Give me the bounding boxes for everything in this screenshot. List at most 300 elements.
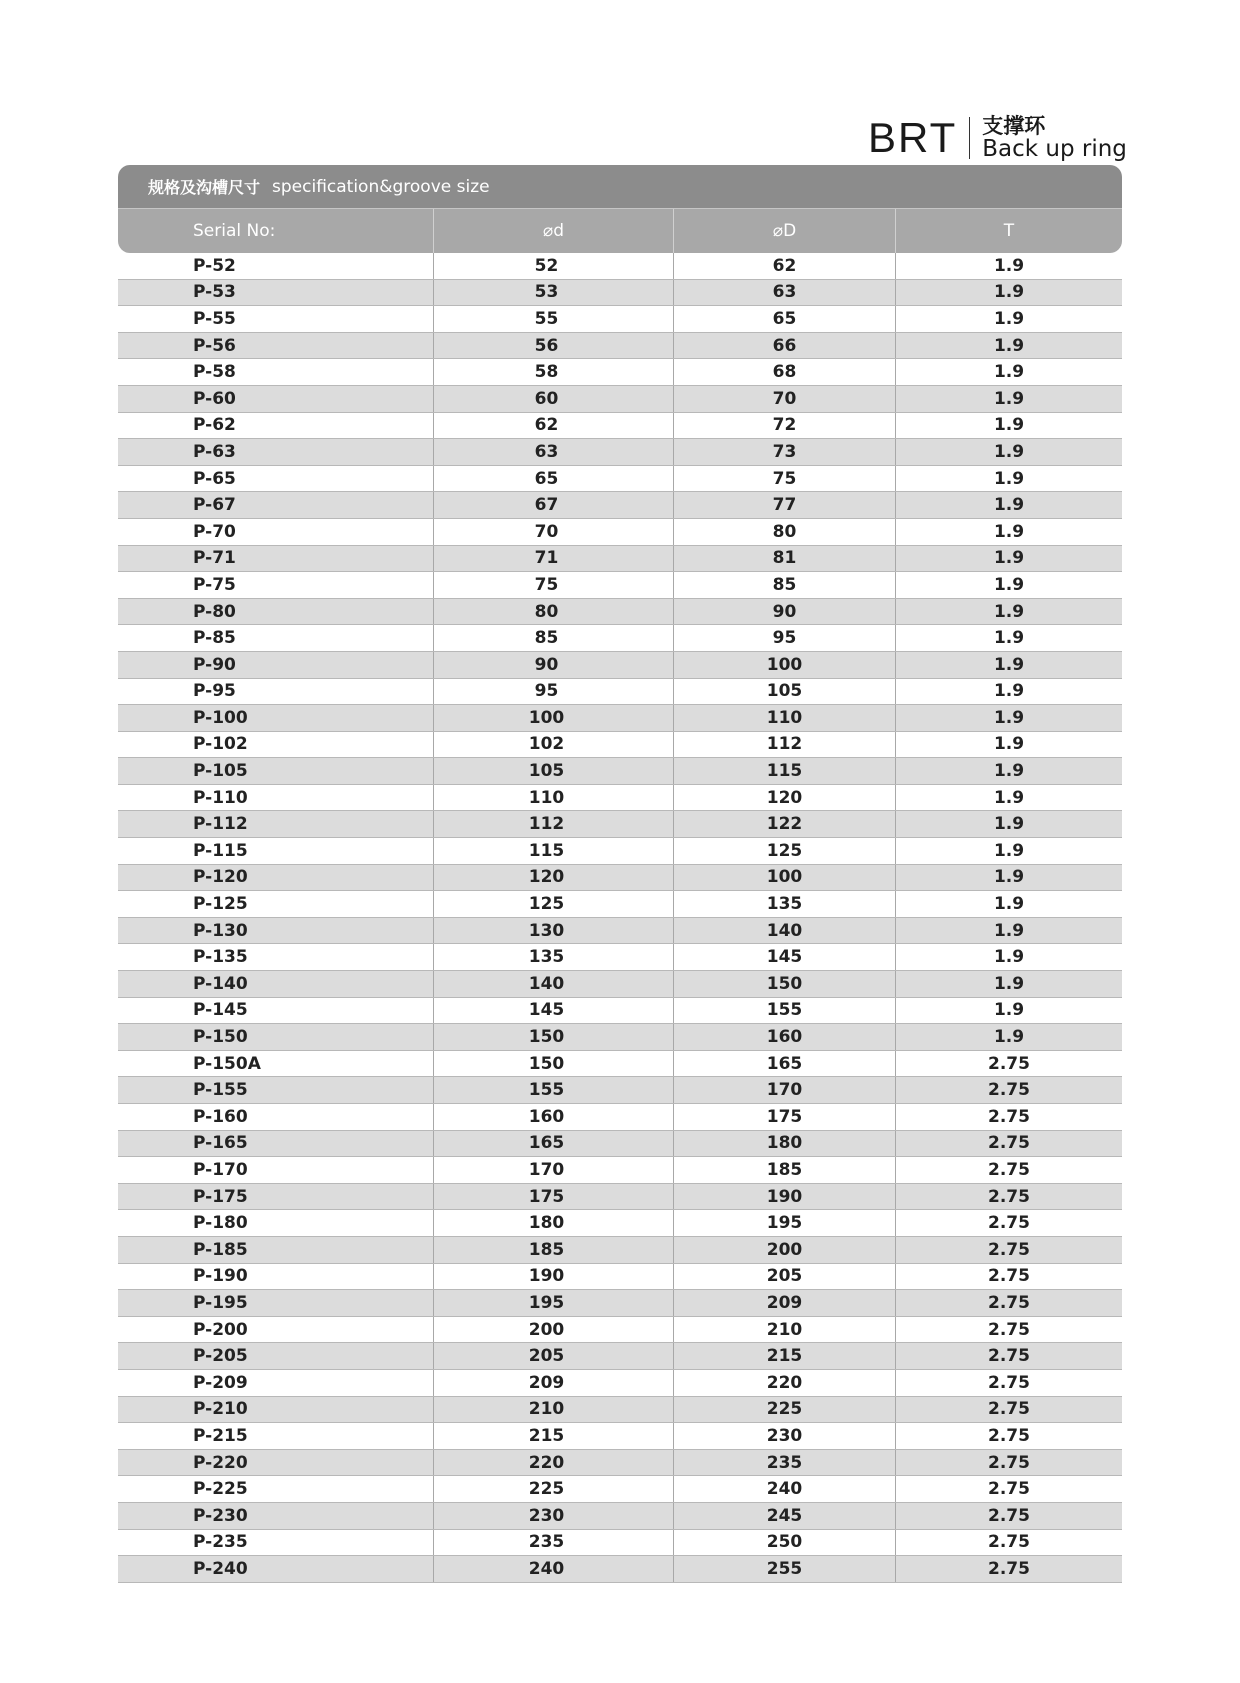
cell-thickness — [895, 359, 1122, 385]
cell-inner-diameter — [433, 1264, 673, 1290]
cell-inner-diameter-value: 67 — [534, 495, 559, 516]
cell-outer-diameter — [673, 280, 895, 306]
cell-inner-diameter — [433, 1343, 673, 1369]
cell-thickness-value: 1.9 — [993, 441, 1025, 462]
cell-inner-diameter-value: 160 — [528, 1106, 565, 1127]
cell-serial — [118, 838, 433, 864]
cell-thickness — [895, 1476, 1122, 1502]
cell-serial-value: P-115 — [193, 840, 248, 861]
cell-outer-diameter-value: 77 — [772, 495, 797, 516]
table-row — [118, 918, 1122, 945]
cell-thickness — [895, 599, 1122, 625]
cell-inner-diameter-value: 75 — [534, 574, 559, 595]
cell-inner-diameter — [433, 625, 673, 651]
cell-serial — [118, 1290, 433, 1316]
brand-name-en: Back up ring — [982, 135, 1127, 162]
cell-serial-value: P-190 — [193, 1266, 248, 1287]
cell-outer-diameter — [673, 758, 895, 784]
cell-serial-value: P-210 — [193, 1399, 248, 1420]
cell-outer-diameter — [673, 1237, 895, 1263]
cell-thickness-value: 2.75 — [988, 1133, 1030, 1154]
cell-thickness — [895, 1556, 1122, 1582]
cell-inner-diameter-value: 52 — [534, 255, 559, 276]
cell-serial-value: P-155 — [193, 1080, 248, 1101]
cell-serial-value: P-195 — [193, 1292, 248, 1313]
cell-outer-diameter — [673, 1503, 895, 1529]
cell-thickness-value: 1.9 — [993, 840, 1025, 861]
cell-thickness-value: 1.9 — [993, 1027, 1025, 1048]
cell-outer-diameter — [673, 1264, 895, 1290]
cell-thickness — [895, 492, 1122, 518]
cell-serial-value: P-230 — [193, 1505, 248, 1526]
brand-header — [868, 112, 1127, 164]
cell-thickness — [895, 865, 1122, 891]
cell-inner-diameter-value: 140 — [528, 973, 565, 994]
cell-serial — [118, 1530, 433, 1556]
cell-inner-diameter-value: 165 — [528, 1133, 565, 1154]
cell-serial-value: P-120 — [193, 867, 248, 888]
cell-thickness-value: 1.9 — [993, 947, 1025, 968]
cell-thickness — [895, 1290, 1122, 1316]
cell-serial-value: P-175 — [193, 1186, 248, 1207]
cell-outer-diameter — [673, 492, 895, 518]
cell-inner-diameter — [433, 1184, 673, 1210]
cell-outer-diameter — [673, 811, 895, 837]
cell-outer-diameter-value: 73 — [772, 441, 797, 462]
table-row — [118, 998, 1122, 1025]
cell-serial — [118, 386, 433, 412]
table-row — [118, 1503, 1122, 1530]
cell-outer-diameter-value: 70 — [772, 388, 797, 409]
cell-inner-diameter — [433, 1530, 673, 1556]
cell-outer-diameter — [673, 998, 895, 1024]
table-row — [118, 865, 1122, 892]
cell-serial — [118, 1423, 433, 1449]
cell-inner-diameter — [433, 492, 673, 518]
cell-serial — [118, 519, 433, 545]
cell-serial — [118, 253, 433, 279]
table-row — [118, 599, 1122, 626]
cell-inner-diameter — [433, 838, 673, 864]
cell-serial — [118, 466, 433, 492]
cell-thickness — [895, 519, 1122, 545]
cell-serial — [118, 865, 433, 891]
cell-outer-diameter-value: 245 — [766, 1505, 803, 1526]
cell-outer-diameter-value: 75 — [772, 468, 797, 489]
cell-thickness — [895, 1450, 1122, 1476]
cell-inner-diameter-value: 115 — [528, 840, 565, 861]
table-row — [118, 1051, 1122, 1078]
cell-serial-value: P-140 — [193, 973, 248, 994]
cell-inner-diameter-value: 55 — [534, 308, 559, 329]
table-row — [118, 1397, 1122, 1424]
cell-inner-diameter — [433, 1317, 673, 1343]
cell-serial-value: P-160 — [193, 1106, 248, 1127]
cell-outer-diameter — [673, 1077, 895, 1103]
cell-serial — [118, 1503, 433, 1529]
cell-thickness — [895, 1397, 1122, 1423]
table-row — [118, 1024, 1122, 1051]
cell-inner-diameter-value: 62 — [534, 415, 559, 436]
cell-thickness — [895, 439, 1122, 465]
table-row — [118, 1104, 1122, 1131]
cell-outer-diameter-value: 200 — [766, 1239, 803, 1260]
cell-outer-diameter-value: 112 — [766, 734, 803, 755]
cell-outer-diameter — [673, 1317, 895, 1343]
cell-thickness-value: 1.9 — [993, 681, 1025, 702]
cell-outer-diameter-value: 155 — [766, 1000, 803, 1021]
cell-inner-diameter — [433, 865, 673, 891]
cell-inner-diameter — [433, 572, 673, 598]
cell-outer-diameter — [673, 519, 895, 545]
cell-serial-value: P-220 — [193, 1452, 248, 1473]
table-row — [118, 891, 1122, 918]
cell-serial — [118, 811, 433, 837]
cell-inner-diameter-value: 190 — [528, 1266, 565, 1287]
cell-thickness-value: 2.75 — [988, 1532, 1030, 1553]
cell-inner-diameter-value: 58 — [534, 362, 559, 383]
cell-serial — [118, 679, 433, 705]
table-header — [118, 208, 1122, 253]
cell-serial — [118, 1077, 433, 1103]
cell-serial — [118, 652, 433, 678]
cell-inner-diameter-value: 105 — [528, 761, 565, 782]
cell-inner-diameter-value: 155 — [528, 1080, 565, 1101]
cell-inner-diameter — [433, 785, 673, 811]
cell-thickness-value: 1.9 — [993, 255, 1025, 276]
cell-inner-diameter — [433, 1450, 673, 1476]
cell-outer-diameter-value: 205 — [766, 1266, 803, 1287]
cell-thickness-value: 1.9 — [993, 761, 1025, 782]
table-row — [118, 1157, 1122, 1184]
cell-outer-diameter-value: 145 — [766, 947, 803, 968]
cell-serial-value: P-170 — [193, 1159, 248, 1180]
cell-serial-value: P-150 — [193, 1027, 248, 1048]
cell-thickness-value: 1.9 — [993, 415, 1025, 436]
cell-outer-diameter-value: 122 — [766, 814, 803, 835]
cell-inner-diameter — [433, 1104, 673, 1130]
table-row — [118, 386, 1122, 413]
cell-thickness — [895, 253, 1122, 279]
cell-outer-diameter-value: 215 — [766, 1346, 803, 1367]
cell-serial-value: P-135 — [193, 947, 248, 968]
cell-outer-diameter — [673, 971, 895, 997]
cell-inner-diameter — [433, 1210, 673, 1236]
cell-inner-diameter-value: 240 — [528, 1558, 565, 1579]
cell-inner-diameter-value: 110 — [528, 787, 565, 808]
cell-outer-diameter — [673, 466, 895, 492]
cell-thickness-value: 1.9 — [993, 574, 1025, 595]
cell-serial-value: P-112 — [193, 814, 248, 835]
table-row — [118, 1530, 1122, 1557]
cell-inner-diameter — [433, 679, 673, 705]
brand-code: BRT — [868, 114, 958, 161]
cell-thickness — [895, 1503, 1122, 1529]
cell-outer-diameter — [673, 1450, 895, 1476]
cell-thickness-value: 1.9 — [993, 1000, 1025, 1021]
table-row — [118, 359, 1122, 386]
cell-thickness — [895, 679, 1122, 705]
cell-outer-diameter — [673, 439, 895, 465]
cell-outer-diameter-value: 100 — [766, 867, 803, 888]
cell-serial-value: P-55 — [193, 308, 236, 329]
table-row — [118, 679, 1122, 706]
cell-inner-diameter-value: 135 — [528, 947, 565, 968]
cell-thickness — [895, 758, 1122, 784]
cell-serial-value: P-52 — [193, 255, 236, 276]
cell-outer-diameter — [673, 652, 895, 678]
cell-inner-diameter-value: 175 — [528, 1186, 565, 1207]
cell-serial — [118, 1104, 433, 1130]
cell-inner-diameter — [433, 386, 673, 412]
cell-inner-diameter — [433, 732, 673, 758]
cell-outer-diameter-value: 180 — [766, 1133, 803, 1154]
cell-serial — [118, 944, 433, 970]
cell-outer-diameter-value: 175 — [766, 1106, 803, 1127]
cell-serial-value: P-185 — [193, 1239, 248, 1260]
table-row — [118, 413, 1122, 440]
cell-outer-diameter-value: 235 — [766, 1452, 803, 1473]
cell-thickness-value: 2.75 — [988, 1159, 1030, 1180]
cell-serial — [118, 1343, 433, 1369]
cell-outer-diameter-value: 185 — [766, 1159, 803, 1180]
cell-outer-diameter-value: 65 — [772, 308, 797, 329]
cell-outer-diameter — [673, 1423, 895, 1449]
cell-serial — [118, 732, 433, 758]
table-body — [118, 253, 1122, 1583]
cell-thickness — [895, 1237, 1122, 1263]
cell-serial-value: P-58 — [193, 362, 236, 383]
cell-thickness-value: 1.9 — [993, 628, 1025, 649]
cell-thickness-value: 2.75 — [988, 1452, 1030, 1473]
table-row — [118, 333, 1122, 360]
cell-serial-value: P-105 — [193, 761, 248, 782]
cell-outer-diameter — [673, 599, 895, 625]
table-row — [118, 1343, 1122, 1370]
cell-inner-diameter-value: 112 — [528, 814, 565, 835]
cell-thickness — [895, 918, 1122, 944]
cell-outer-diameter — [673, 1024, 895, 1050]
cell-serial-value: P-180 — [193, 1213, 248, 1234]
cell-outer-diameter-value: 95 — [772, 628, 797, 649]
cell-outer-diameter-value: 100 — [766, 654, 803, 675]
cell-inner-diameter-value: 95 — [534, 681, 559, 702]
cell-outer-diameter — [673, 253, 895, 279]
cell-thickness — [895, 1317, 1122, 1343]
cell-inner-diameter — [433, 359, 673, 385]
cell-serial — [118, 333, 433, 359]
cell-outer-diameter-value: 240 — [766, 1479, 803, 1500]
cell-inner-diameter-value: 130 — [528, 920, 565, 941]
cell-outer-diameter — [673, 944, 895, 970]
cell-serial — [118, 492, 433, 518]
cell-inner-diameter-value: 102 — [528, 734, 565, 755]
cell-serial — [118, 1397, 433, 1423]
cell-serial — [118, 1370, 433, 1396]
cell-thickness-value: 2.75 — [988, 1106, 1030, 1127]
cell-inner-diameter — [433, 1290, 673, 1316]
cell-thickness — [895, 998, 1122, 1024]
cell-outer-diameter — [673, 572, 895, 598]
cell-thickness-value: 1.9 — [993, 521, 1025, 542]
cell-outer-diameter-value: 165 — [766, 1053, 803, 1074]
table-row — [118, 466, 1122, 493]
cell-outer-diameter — [673, 625, 895, 651]
cell-outer-diameter-value: 150 — [766, 973, 803, 994]
cell-inner-diameter-value: 185 — [528, 1239, 565, 1260]
cell-thickness — [895, 838, 1122, 864]
cell-inner-diameter — [433, 1370, 673, 1396]
cell-serial — [118, 1264, 433, 1290]
cell-thickness — [895, 652, 1122, 678]
cell-thickness-value: 2.75 — [988, 1239, 1030, 1260]
table-row — [118, 492, 1122, 519]
header-serial: Serial No: — [193, 221, 276, 241]
cell-inner-diameter-value: 230 — [528, 1505, 565, 1526]
cell-thickness-value: 2.75 — [988, 1479, 1030, 1500]
cell-serial — [118, 359, 433, 385]
cell-thickness-value: 2.75 — [988, 1292, 1030, 1313]
cell-serial-value: P-60 — [193, 388, 236, 409]
table-row — [118, 785, 1122, 812]
cell-thickness — [895, 944, 1122, 970]
table-row — [118, 1450, 1122, 1477]
cell-serial — [118, 1051, 433, 1077]
cell-serial — [118, 998, 433, 1024]
cell-serial — [118, 1157, 433, 1183]
cell-outer-diameter-value: 255 — [766, 1558, 803, 1579]
table-row — [118, 652, 1122, 679]
cell-inner-diameter-value: 150 — [528, 1027, 565, 1048]
cell-inner-diameter-value: 145 — [528, 1000, 565, 1021]
cell-outer-diameter-value: 85 — [772, 574, 797, 595]
cell-thickness-value: 1.9 — [993, 973, 1025, 994]
cell-outer-diameter — [673, 1530, 895, 1556]
cell-serial — [118, 306, 433, 332]
cell-inner-diameter-value: 170 — [528, 1159, 565, 1180]
cell-serial-value: P-100 — [193, 707, 248, 728]
cell-thickness — [895, 625, 1122, 651]
cell-outer-diameter-value: 140 — [766, 920, 803, 941]
cell-inner-diameter-value: 220 — [528, 1452, 565, 1473]
table-row — [118, 705, 1122, 732]
header-thickness: T — [895, 209, 1122, 253]
cell-thickness-value: 1.9 — [993, 920, 1025, 941]
cell-serial-value: P-56 — [193, 335, 236, 356]
cell-serial — [118, 1237, 433, 1263]
cell-inner-diameter-value: 225 — [528, 1479, 565, 1500]
cell-inner-diameter — [433, 1423, 673, 1449]
cell-thickness — [895, 1131, 1122, 1157]
cell-thickness-value: 1.9 — [993, 388, 1025, 409]
cell-thickness-value: 2.75 — [988, 1186, 1030, 1207]
cell-thickness-value: 1.9 — [993, 707, 1025, 728]
table-row — [118, 625, 1122, 652]
cell-outer-diameter-value: 110 — [766, 707, 803, 728]
cell-serial — [118, 439, 433, 465]
cell-outer-diameter — [673, 386, 895, 412]
cell-thickness — [895, 1077, 1122, 1103]
cell-outer-diameter-value: 63 — [772, 282, 797, 303]
cell-serial — [118, 1476, 433, 1502]
table-row — [118, 1556, 1122, 1583]
cell-serial — [118, 280, 433, 306]
cell-inner-diameter-value: 56 — [534, 335, 559, 356]
table-row — [118, 971, 1122, 998]
table-title-en: specification&groove size — [272, 176, 490, 197]
cell-serial-value: P-240 — [193, 1558, 248, 1579]
table-row — [118, 439, 1122, 466]
cell-inner-diameter — [433, 998, 673, 1024]
cell-inner-diameter-value: 180 — [528, 1213, 565, 1234]
cell-inner-diameter-value: 90 — [534, 654, 559, 675]
cell-outer-diameter-value: 250 — [766, 1532, 803, 1553]
cell-thickness — [895, 280, 1122, 306]
table-title-bar — [118, 165, 1122, 208]
cell-outer-diameter-value: 160 — [766, 1027, 803, 1048]
cell-serial — [118, 1317, 433, 1343]
cell-outer-diameter-value: 81 — [772, 548, 797, 569]
cell-serial — [118, 891, 433, 917]
table-row — [118, 1290, 1122, 1317]
cell-serial — [118, 599, 433, 625]
cell-thickness — [895, 1264, 1122, 1290]
cell-thickness-value: 2.75 — [988, 1053, 1030, 1074]
cell-outer-diameter-value: 225 — [766, 1399, 803, 1420]
cell-serial-value: P-125 — [193, 894, 248, 915]
cell-outer-diameter — [673, 1556, 895, 1582]
cell-serial-value: P-80 — [193, 601, 236, 622]
cell-serial-value: P-209 — [193, 1372, 248, 1393]
cell-serial — [118, 705, 433, 731]
cell-inner-diameter — [433, 652, 673, 678]
cell-thickness — [895, 811, 1122, 837]
cell-thickness-value: 1.9 — [993, 894, 1025, 915]
cell-thickness-value: 1.9 — [993, 282, 1025, 303]
cell-outer-diameter — [673, 1370, 895, 1396]
cell-thickness-value: 2.75 — [988, 1505, 1030, 1526]
cell-serial-value: P-150A — [193, 1053, 261, 1074]
cell-inner-diameter — [433, 1476, 673, 1502]
cell-thickness-value: 1.9 — [993, 495, 1025, 516]
cell-inner-diameter — [433, 1397, 673, 1423]
cell-outer-diameter — [673, 1184, 895, 1210]
table-row — [118, 306, 1122, 333]
table-row — [118, 546, 1122, 573]
cell-thickness — [895, 413, 1122, 439]
cell-serial — [118, 1556, 433, 1582]
cell-serial — [118, 1184, 433, 1210]
header-outer-diameter: ⌀D — [673, 209, 895, 253]
cell-outer-diameter — [673, 1397, 895, 1423]
table-row — [118, 811, 1122, 838]
cell-serial — [118, 625, 433, 651]
cell-outer-diameter — [673, 1131, 895, 1157]
cell-inner-diameter — [433, 280, 673, 306]
cell-inner-diameter — [433, 413, 673, 439]
cell-serial — [118, 785, 433, 811]
cell-serial-value: P-95 — [193, 681, 236, 702]
cell-inner-diameter — [433, 1503, 673, 1529]
cell-inner-diameter — [433, 1556, 673, 1582]
table-row — [118, 732, 1122, 759]
cell-thickness — [895, 1024, 1122, 1050]
cell-thickness — [895, 333, 1122, 359]
cell-inner-diameter — [433, 546, 673, 572]
cell-inner-diameter-value: 85 — [534, 628, 559, 649]
cell-inner-diameter — [433, 519, 673, 545]
cell-inner-diameter-value: 200 — [528, 1319, 565, 1340]
